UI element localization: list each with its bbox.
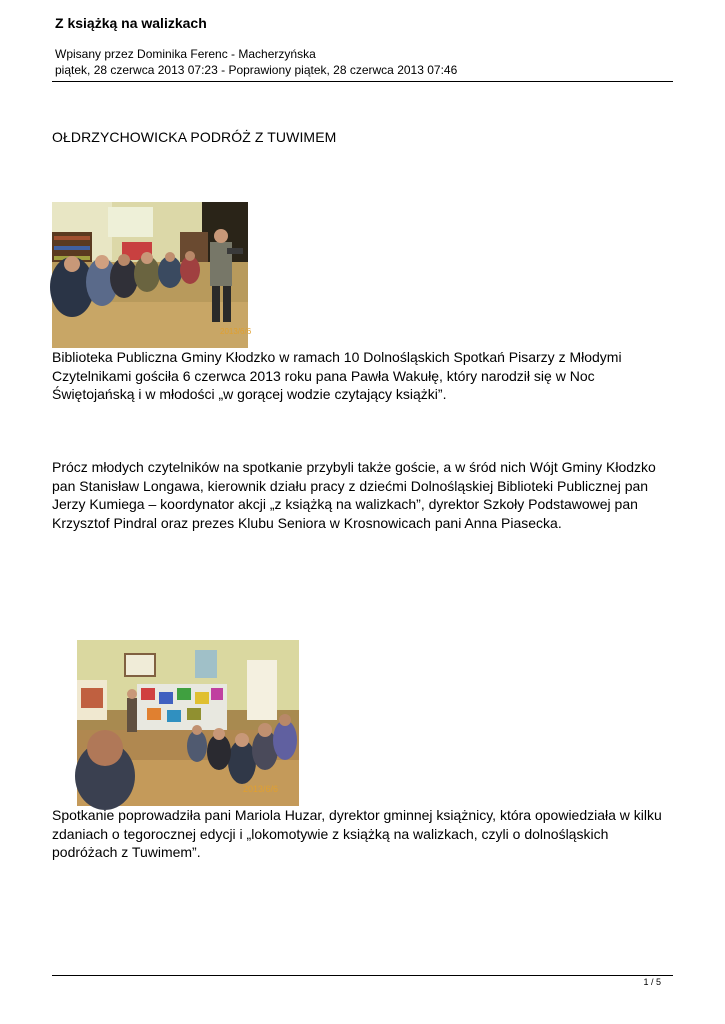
page-number: 1 / 5 [643, 977, 661, 987]
paragraph-3: Spotkanie poprowadziła pani Mariola Huzar, dyrektor gminnej książnicy, która opowiedziała w kilku zdaniach o tegorocznej edycji i „lokomotywie z książką na walizkach, czyli o dolnośląskich podróżach z Tuwimem”. [52, 807, 662, 860]
footer-divider [52, 975, 673, 976]
article-title: Z książką na walizkach [55, 15, 207, 31]
article-meta [55, 46, 457, 78]
header-divider [52, 81, 673, 82]
photo-library-reading [52, 202, 252, 348]
photo-children-audience-image [77, 640, 299, 806]
photo-children-audience [77, 640, 299, 806]
author-line: Wpisany przez Dominika Ferenc - Macherzyńska [55, 47, 316, 61]
paragraph-2: Prócz młodych czytelników na spotkanie przybyli także goście, a w śród nich Wójt Gminy Kłodzko pan Stanisław Longawa, kierownik działu pracy z dziećmi Dolnośląskiej Biblioteki Publicznej pan Jerzy Kumiega – koordynator akcji „z książką na walizkach”, dyrektor Szkoły Podstawowej pan Krzysztof Pindral oraz prezes Klubu Seniora w Krosnowicach pani Anna Piasecka. [52, 459, 656, 531]
article-heading: OŁDRZYCHOWICKA PODRÓŻ Z TUWIMEM [52, 129, 337, 145]
paragraph-1: Biblioteka Publiczna Gminy Kłodzko w ramach 10 Dolnośląskich Spotkań Pisarzy z Młodymi Czytelnikami gościła 6 czerwca 2013 roku pana Pawła Wakułę, który narodził się w Noc Świętojańską i w młodości „w gorącej wodzie czytający książki”. [52, 349, 622, 402]
date-line: piątek, 28 czerwca 2013 07:23 - Poprawiony piątek, 28 czerwca 2013 07:46 [55, 63, 458, 77]
photo-datestamp: 2013/6/6 [243, 784, 279, 794]
svg-text:2013/6/6: 2013/6/6 [220, 327, 252, 336]
photo-library-reading-image [52, 202, 252, 348]
